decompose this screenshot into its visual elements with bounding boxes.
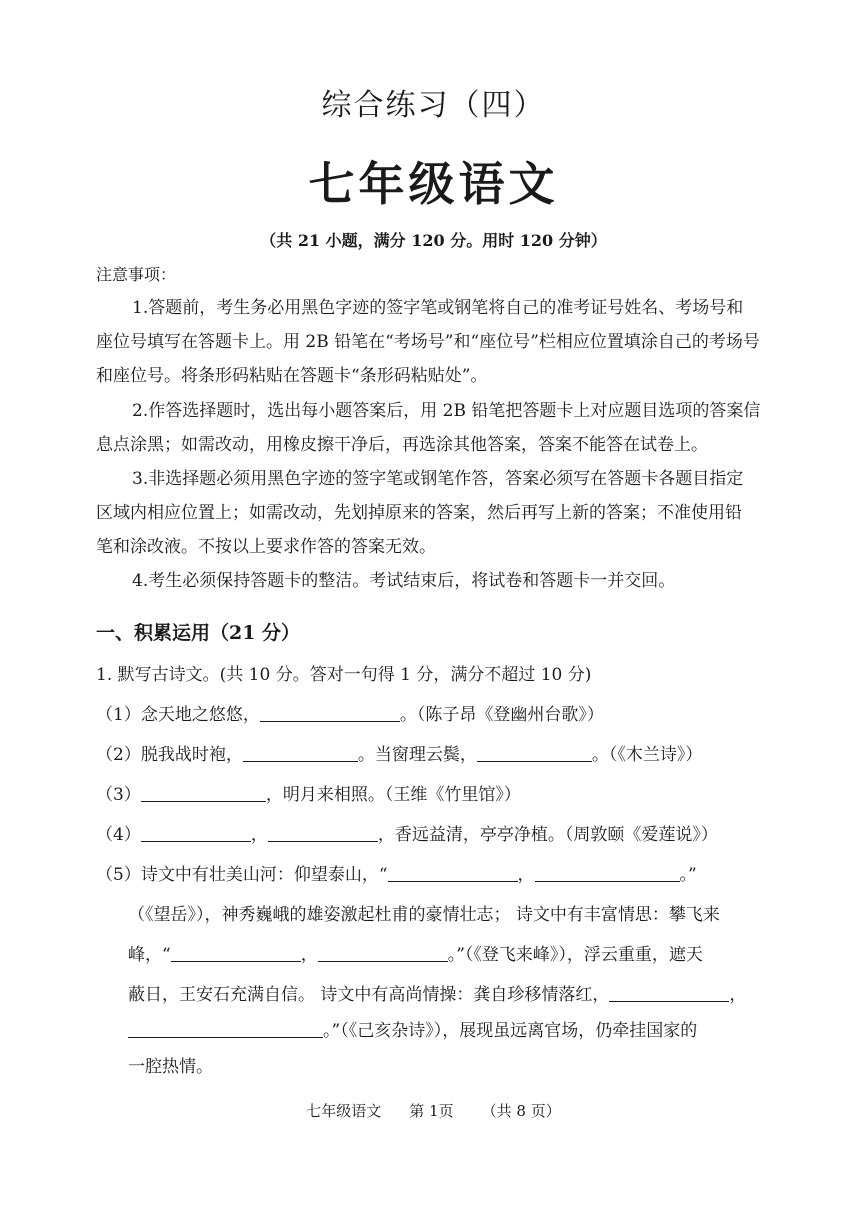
note-line: 4.考生必须保持答题卡的整洁。考试结束后，将试卷和答题卡一并交回。 [132,571,676,591]
question-1-title: 1. 默写古诗文。(共 10 分。答对一句得 1 分，满分不超过 10 分) [96,665,592,685]
note-line: 和座位号。将条形码粘贴在答题卡“条形码粘贴处”。 [96,366,488,386]
question-text: ，香远益清，亭亭净植。（周敦颐《爱莲说》） [377,825,718,845]
answer-blank[interactable] [477,744,592,762]
note-line: 息点涂黑；如需改动，用橡皮擦干净后，再选涂其他答案，答案不能答在试卷上。 [96,435,708,455]
answer-blank[interactable] [243,744,358,762]
question-text: 。当窗理云鬓， [357,745,477,765]
note-line: 2.作答选择题时，选出每小题答案后，用 2B 铅笔把答题卡上对应题目选项的答案信 [132,401,761,421]
answer-blank[interactable] [141,824,251,842]
question-text: （5）诗文中有壮美山河：仰望泰山，“ [96,865,388,885]
question-text: ， [300,945,318,965]
note-line: 3.非选择题必须用黑色字迹的签字笔或钢笔作答，答案必须写在答题卡各题目指定 [132,469,744,489]
footer-page-number: 第 1页 [409,1102,454,1120]
question-text: 。”（《登飞来峰》），浮云重重，遮天 [447,945,703,965]
notes-heading: 注意事项： [96,265,177,284]
question-text: （1）念天地之悠悠， [96,705,260,725]
question-text: 。（《木兰诗》） [591,745,703,765]
section-heading: 一、积累运用（21 分） [96,622,301,644]
answer-blank[interactable] [141,784,266,802]
question-text: 。（陈子昂《登幽州台歌》） [399,705,604,725]
question-text: ， [517,865,535,885]
question-text: 峰，“ [128,945,171,965]
question-1-5 [96,860,697,885]
question-1-5-line [128,980,746,1005]
note-line: 座位号填写在答题卡上。用 2B 铅笔在“考场号”和“座位号”栏相应位置填涂自己的考场号 [96,332,760,352]
note-line: 笔和涂改液。不按以上要求作答的答案无效。 [96,537,436,557]
answer-blank[interactable] [260,704,400,722]
question-text: （《望岳》），神秀巍峨的雄姿激起杜甫的豪情壮志； 诗文中有丰富情思：攀飞来 [128,905,720,925]
footer-subject: 七年级语文 [306,1102,382,1120]
question-text: 蔽日，王安石充满自信。 诗文中有高尚情操：龚自珍移情落红， [128,985,610,1005]
answer-blank[interactable] [128,1020,323,1038]
question-text: ，明月来相照。（王维《竹里馆》） [265,785,521,805]
exam-info: （共 21 小题，满分 120 分。用时 120 分钟） [260,231,607,250]
exam-subtitle: 综合练习（四） [321,88,546,123]
question-text: ， [729,985,747,1005]
exam-title: 七年级语文 [308,157,559,211]
question-text: （3） [96,785,141,805]
answer-blank[interactable] [318,944,448,962]
note-line: 区域内相应位置上；如需改动，先划掉原来的答案，然后再写上新的答案；不准使用铅 [96,503,742,523]
footer-total-pages: （共 8 页） [481,1102,561,1120]
question-text: 。” [679,865,697,885]
answer-blank[interactable] [535,864,680,882]
answer-blank[interactable] [388,864,518,882]
question-text: 一腔热情。 [128,1057,213,1077]
question-1-4 [96,820,718,845]
question-text: 。”（《己亥杂诗》），展现虽远离官场，仍牵挂国家的 [323,1021,698,1041]
question-1-2 [96,740,702,765]
question-text: （4） [96,825,141,845]
answer-blank[interactable] [268,824,378,842]
question-1-5-line [128,940,703,965]
question-1-3 [96,780,521,805]
answer-blank[interactable] [171,944,301,962]
note-line: 1.答题前，考生务必用黑色字迹的签字笔或钢笔将自己的准考证号姓名、考场号和 [132,298,744,318]
question-text: （2）脱我战时袍， [96,745,243,765]
page-footer [0,1100,867,1121]
question-text: ， [250,825,268,845]
question-1-5-line [128,1016,697,1041]
answer-blank[interactable] [609,984,729,1002]
question-1-1 [96,700,604,725]
